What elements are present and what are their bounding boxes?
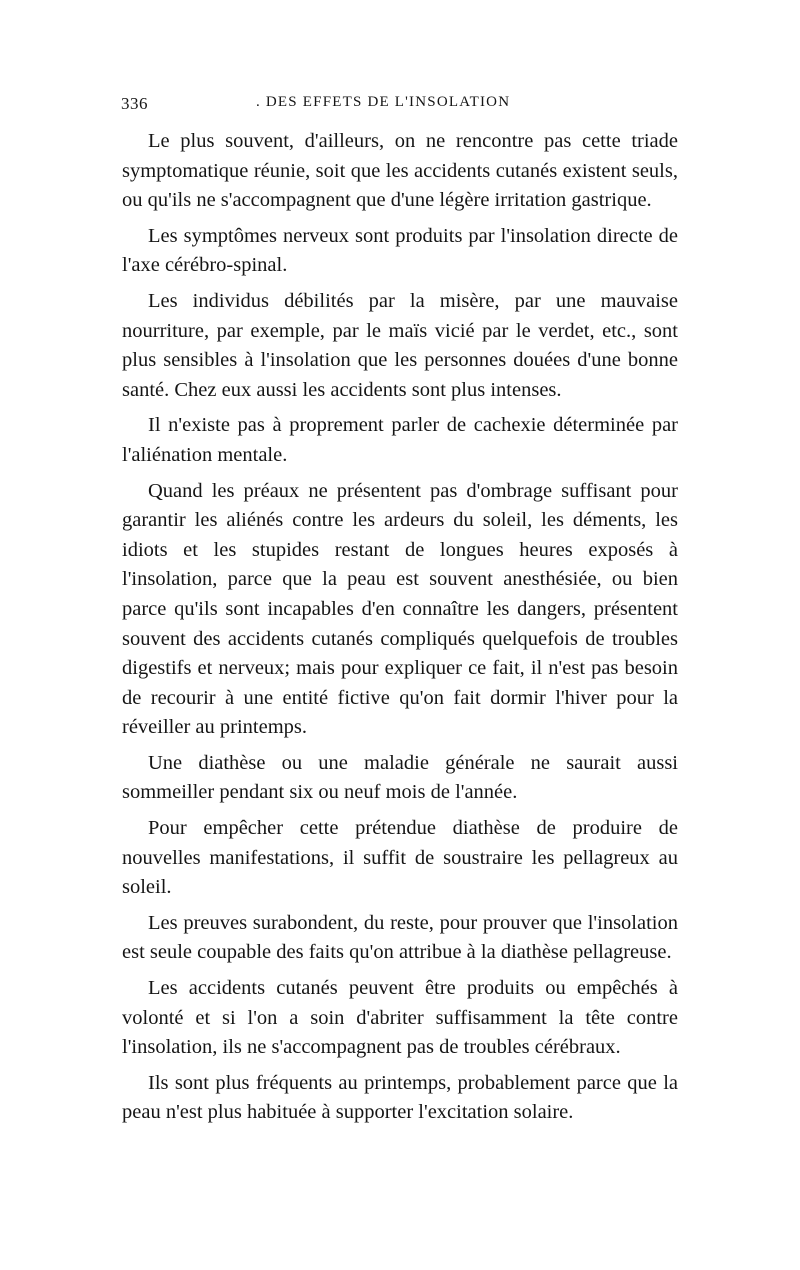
paragraph: Il n'existe pas à proprement parler de cachexie déterminée par l'aliénation mentale. — [122, 414, 678, 466]
body-text — [122, 127, 678, 1134]
paragraph: Pour empêcher cette prétendue diathèse de produire de nouvelles manifestations, il suffit de soustraire les pellagreux au soleil. — [122, 817, 678, 899]
paragraph: Une diathèse ou une maladie générale ne saurait aussi sommeiller pendant six ou neuf mois de l'année. — [122, 751, 678, 804]
paragraph: Les preuves surabondent, du reste, pour prouver que l'insolation est seule coupable des faits qu'on attribue à la diathèse pellagreuse. — [122, 911, 678, 964]
running-title: . DES EFFETS DE L'INSOLATION — [256, 94, 511, 110]
paragraph: Les individus débilités par la misère, par une mauvaise nourriture, par exemple, par le maïs vicié par le verdet, etc., sont plus sensibles à l'insolation que les personnes douées d'une bonne santé. Chez eux aussi les accidents sont plus intenses. — [122, 289, 678, 401]
paragraph: Ils sont plus fréquents au printemps, probablement parce que la peau n'est plus habituée à supporter l'excitation solaire. — [122, 1071, 678, 1124]
paragraph: Le plus souvent, d'ailleurs, on ne rencontre pas cette triade symptomatique réunie, soit que les accidents cutanés existent seuls, ou qu'ils ne s'accompagnent que d'une légère irritation gastrique. — [122, 130, 678, 212]
page-number: 336 — [121, 94, 148, 113]
paragraph: Les symptômes nerveux sont produits par l'insolation directe de l'axe cérébro-spinal. — [122, 224, 678, 277]
paragraph: Quand les préaux ne présentent pas d'ombrage suffisant pour garantir les aliénés contre les ardeurs du soleil, les déments, les idiots et les stupides restant de longues heures exposés à l'insolation, parce que la peau est souvent anesthésiée, ou bien parce qu'ils sont incapables d'en connaître les dangers, présentent souvent des accidents cutanés compliqués quelquefois de troubles digestifs et nerveux; mais pour expliquer ce fait, il n'est pas besoin de recourir à une entité fictive qu'on fait dormir l'hiver pour la réveiller au printemps. — [122, 479, 678, 739]
paragraph: Les accidents cutanés peuvent être produits ou empêchés à volonté et si l'on a soin d'abriter suffisamment la tête contre l'insolation, ils ne s'accompagnent pas de troubles cérébraux. — [122, 977, 678, 1059]
running-header — [121, 94, 681, 118]
